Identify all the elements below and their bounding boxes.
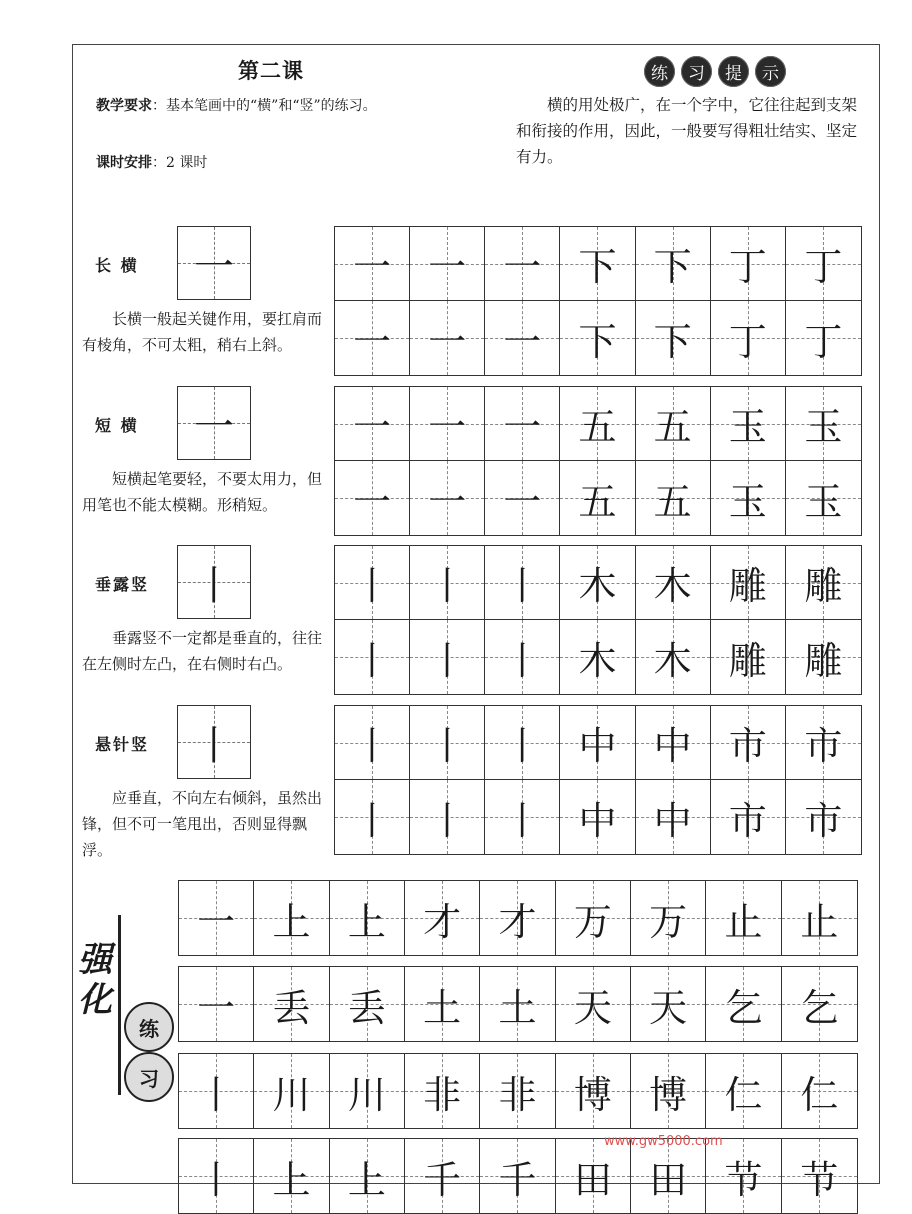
grid-char: 一 xyxy=(197,899,236,944)
grid-cell xyxy=(782,1054,857,1128)
grid-cell xyxy=(556,967,631,1041)
grid-cell xyxy=(711,387,786,461)
grid-char: 一 xyxy=(503,319,542,364)
grid-cell xyxy=(335,461,410,535)
grid-char: 节 xyxy=(800,1157,839,1202)
strengthen-title-char: 化 xyxy=(78,980,112,1020)
grid-cell xyxy=(485,620,560,694)
grid-char: 丢 xyxy=(347,985,386,1030)
grid-cell xyxy=(706,1139,781,1213)
grid-char: 丨 xyxy=(197,1157,236,1202)
grid-char: 丨 xyxy=(503,564,542,608)
stroke-sample-char: 一 xyxy=(194,243,234,290)
grid-cell xyxy=(335,387,410,461)
grid-cell xyxy=(556,1139,631,1213)
grid-cell xyxy=(410,546,485,620)
strengthen-grid-row xyxy=(178,966,858,1042)
practice-tips-heading xyxy=(644,56,786,87)
grid-cell xyxy=(485,780,560,854)
grid-char: 一 xyxy=(353,319,392,364)
grid-cell xyxy=(410,620,485,694)
stroke-description: 长横一般起关键作用，要扛肩而有棱角，不可太粗，稍右上斜。 xyxy=(82,310,323,354)
grid-char: 丨 xyxy=(353,564,392,608)
grid-cell xyxy=(631,1139,706,1213)
grid-char: 丢 xyxy=(272,985,311,1030)
grid-cell xyxy=(254,1054,329,1128)
grid-char: 雕 xyxy=(728,638,767,683)
grid-cell xyxy=(410,461,485,535)
strengthen-grid-row xyxy=(178,1053,858,1129)
grid-char: 玉 xyxy=(728,405,767,449)
grid-cell xyxy=(786,706,861,780)
grid-cell xyxy=(631,1054,706,1128)
grid-char: 上 xyxy=(272,899,311,944)
grid-char: 川 xyxy=(272,1072,311,1117)
grid-cell xyxy=(335,780,410,854)
requirement-text: ：基本笔画中的“横”和“竖”的练习。 xyxy=(152,98,377,114)
grid-cell xyxy=(254,881,329,955)
grid-char: 千 xyxy=(498,1157,537,1202)
schedule-label: 课时安排 xyxy=(96,155,152,171)
grid-cell xyxy=(706,881,781,955)
grid-cell xyxy=(782,967,857,1041)
practice-badge: 练 xyxy=(124,1002,174,1052)
grid-char: 才 xyxy=(423,899,462,944)
grid-char: 一 xyxy=(353,479,392,524)
lesson-title: 第二课 xyxy=(238,59,304,83)
grid-char: 非 xyxy=(423,1072,462,1117)
tips-badge: 习 xyxy=(681,56,712,87)
grid-cell xyxy=(330,1054,405,1128)
grid-cell xyxy=(711,461,786,535)
grid-char: 丨 xyxy=(428,724,467,768)
grid-char: 一 xyxy=(428,405,467,449)
grid-cell xyxy=(631,881,706,955)
grid-char: 非 xyxy=(498,1072,537,1117)
grid-cell xyxy=(631,967,706,1041)
grid-cell xyxy=(335,301,410,375)
grid-char: 丨 xyxy=(428,564,467,608)
grid-char: 一 xyxy=(428,245,467,289)
grid-char: 木 xyxy=(578,638,617,683)
grid-cell xyxy=(786,227,861,301)
grid-char: 五 xyxy=(578,479,617,524)
grid-char: 万 xyxy=(573,899,612,944)
grid-char: 仁 xyxy=(724,1072,763,1117)
grid-cell xyxy=(330,967,405,1041)
grid-char: 木 xyxy=(653,564,692,608)
grid-cell xyxy=(636,227,711,301)
grid-char: 上 xyxy=(272,1157,311,1202)
grid-char: 上 xyxy=(347,899,386,944)
grid-char: 田 xyxy=(573,1157,612,1202)
grid-char: 丁 xyxy=(804,319,843,364)
grid-cell xyxy=(335,620,410,694)
grid-cell xyxy=(636,706,711,780)
grid-char: 一 xyxy=(428,479,467,524)
tips-badge: 示 xyxy=(755,56,786,87)
stroke-description: 应垂直，不向左右倾斜，虽然出锋，但不可一笔甩出，否则显得飘浮。 xyxy=(82,789,323,859)
grid-char: 一 xyxy=(503,245,542,289)
grid-cell xyxy=(786,546,861,620)
grid-char: 乞 xyxy=(724,985,763,1030)
grid-cell xyxy=(410,780,485,854)
grid-char: 木 xyxy=(653,638,692,683)
grid-cell xyxy=(254,967,329,1041)
grid-cell xyxy=(405,967,480,1041)
grid-cell xyxy=(636,546,711,620)
grid-cell xyxy=(782,1139,857,1213)
grid-cell xyxy=(560,780,635,854)
grid-cell xyxy=(410,706,485,780)
grid-cell xyxy=(179,1139,254,1213)
practice-badge: 习 xyxy=(124,1052,174,1102)
grid-char: 市 xyxy=(804,724,843,768)
grid-char: 雕 xyxy=(804,564,843,608)
grid-char: 万 xyxy=(649,899,688,944)
grid-char: 丨 xyxy=(503,724,542,768)
watermark: www.gw5000.com xyxy=(604,1134,723,1149)
grid-cell xyxy=(782,881,857,955)
grid-cell xyxy=(786,301,861,375)
practice-grid xyxy=(334,226,862,376)
grid-char: 五 xyxy=(653,479,692,524)
stroke-label: 悬针竖 xyxy=(95,735,150,754)
grid-char: 才 xyxy=(498,899,537,944)
grid-char: 丨 xyxy=(353,724,392,768)
grid-char: 丨 xyxy=(503,638,542,683)
grid-char: 土 xyxy=(423,985,462,1030)
grid-char: 博 xyxy=(649,1072,688,1117)
grid-cell xyxy=(335,546,410,620)
grid-char: 一 xyxy=(197,985,236,1030)
grid-cell xyxy=(711,780,786,854)
stroke-label: 长 横 xyxy=(95,256,139,275)
grid-cell xyxy=(179,967,254,1041)
grid-char: 乞 xyxy=(800,985,839,1030)
grid-cell xyxy=(786,387,861,461)
grid-cell xyxy=(335,706,410,780)
grid-cell xyxy=(410,227,485,301)
grid-cell xyxy=(711,706,786,780)
grid-char: 一 xyxy=(353,245,392,289)
stroke-sample-char: 丨 xyxy=(194,722,234,769)
grid-char: 丁 xyxy=(728,319,767,364)
grid-cell xyxy=(786,620,861,694)
grid-cell xyxy=(556,1054,631,1128)
grid-cell xyxy=(480,1054,555,1128)
practice-grid xyxy=(334,386,862,536)
grid-cell xyxy=(711,301,786,375)
grid-char: 木 xyxy=(578,564,617,608)
grid-cell xyxy=(485,706,560,780)
class-schedule xyxy=(96,152,207,172)
grid-char: 田 xyxy=(649,1157,688,1202)
grid-cell xyxy=(330,1139,405,1213)
grid-char: 中 xyxy=(578,798,617,843)
grid-cell xyxy=(335,227,410,301)
grid-cell xyxy=(405,1054,480,1128)
grid-cell xyxy=(405,881,480,955)
grid-cell xyxy=(560,706,635,780)
grid-cell xyxy=(786,461,861,535)
grid-char: 下 xyxy=(653,245,692,289)
grid-char: 天 xyxy=(573,985,612,1030)
practice-grid xyxy=(334,545,862,695)
grid-cell xyxy=(711,227,786,301)
grid-cell xyxy=(706,967,781,1041)
strengthen-title xyxy=(78,940,112,1020)
grid-char: 中 xyxy=(653,724,692,768)
grid-cell xyxy=(480,1139,555,1213)
stroke-sample-box xyxy=(177,226,251,300)
stroke-sample-box xyxy=(177,545,251,619)
grid-char: 玉 xyxy=(804,479,843,524)
grid-cell xyxy=(485,461,560,535)
grid-char: 上 xyxy=(347,1157,386,1202)
grid-cell xyxy=(560,461,635,535)
grid-char: 川 xyxy=(347,1072,386,1117)
grid-char: 丨 xyxy=(428,798,467,843)
strengthen-grid-row xyxy=(178,880,858,956)
stroke-sample-box xyxy=(177,386,251,460)
grid-char: 玉 xyxy=(804,405,843,449)
grid-cell xyxy=(330,881,405,955)
practice-grid xyxy=(334,705,862,855)
grid-char: 五 xyxy=(578,405,617,449)
requirement-label: 教学要求 xyxy=(96,98,152,114)
grid-cell xyxy=(179,881,254,955)
grid-char: 玉 xyxy=(728,479,767,524)
grid-char: 丨 xyxy=(353,798,392,843)
grid-char: 一 xyxy=(353,405,392,449)
stroke-sample-char: 一 xyxy=(194,403,234,450)
grid-char: 下 xyxy=(653,319,692,364)
grid-char: 节 xyxy=(724,1157,763,1202)
grid-char: 市 xyxy=(728,724,767,768)
grid-cell xyxy=(786,780,861,854)
tips-badge: 练 xyxy=(644,56,675,87)
tips-badge: 提 xyxy=(718,56,749,87)
grid-cell xyxy=(485,301,560,375)
grid-cell xyxy=(560,387,635,461)
stroke-sample-box xyxy=(177,705,251,779)
stroke-label: 垂露竖 xyxy=(95,575,150,594)
grid-cell xyxy=(254,1139,329,1213)
grid-char: 止 xyxy=(724,899,763,944)
schedule-text: ：2 课时 xyxy=(152,155,208,171)
grid-char: 中 xyxy=(578,724,617,768)
grid-cell xyxy=(636,301,711,375)
grid-cell xyxy=(179,1054,254,1128)
grid-cell xyxy=(485,387,560,461)
grid-cell xyxy=(636,387,711,461)
stroke-sample-char: 丨 xyxy=(194,562,234,609)
grid-cell xyxy=(706,1054,781,1128)
grid-char: 博 xyxy=(573,1072,612,1117)
grid-char: 止 xyxy=(800,899,839,944)
grid-cell xyxy=(711,620,786,694)
grid-char: 雕 xyxy=(804,638,843,683)
grid-char: 千 xyxy=(423,1157,462,1202)
grid-cell xyxy=(405,1139,480,1213)
grid-char: 一 xyxy=(428,319,467,364)
grid-char: 一 xyxy=(503,479,542,524)
grid-char: 雕 xyxy=(728,564,767,608)
grid-cell xyxy=(560,227,635,301)
grid-cell xyxy=(480,881,555,955)
grid-char: 市 xyxy=(728,798,767,843)
grid-char: 天 xyxy=(649,985,688,1030)
grid-char: 丨 xyxy=(428,638,467,683)
stroke-description: 垂露竖不一定都是垂直的，往往在左侧时左凸，在右侧时右凸。 xyxy=(82,629,323,673)
grid-cell xyxy=(410,301,485,375)
grid-char: 丁 xyxy=(728,245,767,289)
grid-cell xyxy=(480,967,555,1041)
grid-cell xyxy=(560,301,635,375)
grid-char: 下 xyxy=(578,245,617,289)
practice-tips-text: 横的用处极广，在一个字中，它往往起到支架和衔接的作用，因此，一般要写得粗壮结实、坚定有力。 xyxy=(516,96,858,166)
grid-char: 中 xyxy=(653,798,692,843)
stroke-description: 短横起笔要轻，不要太用力，但用笔也不能太模糊。形稍短。 xyxy=(82,470,323,514)
grid-char: 仁 xyxy=(800,1072,839,1117)
grid-cell xyxy=(410,387,485,461)
strengthen-grid-row xyxy=(178,1138,858,1214)
grid-cell xyxy=(485,546,560,620)
grid-char: 市 xyxy=(804,798,843,843)
grid-cell xyxy=(636,620,711,694)
grid-char: 丨 xyxy=(353,638,392,683)
grid-char: 丨 xyxy=(197,1072,236,1117)
strengthen-title-char: 强 xyxy=(78,940,112,980)
grid-cell xyxy=(636,780,711,854)
strengthen-divider xyxy=(118,915,121,1095)
stroke-label: 短 横 xyxy=(95,416,139,435)
grid-char: 丁 xyxy=(804,245,843,289)
grid-cell xyxy=(560,546,635,620)
grid-char: 一 xyxy=(503,405,542,449)
grid-cell xyxy=(636,461,711,535)
grid-cell xyxy=(560,620,635,694)
grid-cell xyxy=(711,546,786,620)
grid-char: 丨 xyxy=(503,798,542,843)
grid-char: 下 xyxy=(578,319,617,364)
teaching-requirement xyxy=(96,95,377,115)
grid-cell xyxy=(556,881,631,955)
grid-char: 土 xyxy=(498,985,537,1030)
grid-cell xyxy=(485,227,560,301)
grid-char: 五 xyxy=(653,405,692,449)
